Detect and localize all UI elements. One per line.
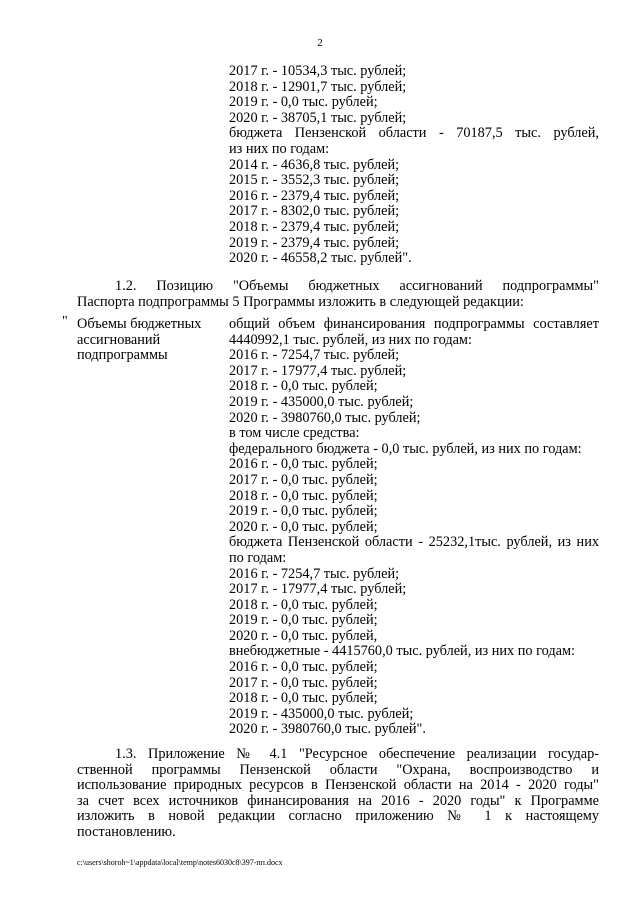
text-line: использование природных ресурсов в Пензенской области на 2014 - 2020 годы"	[77, 777, 599, 794]
text-line: из них по годам:	[229, 140, 330, 157]
text-line: 1.2. Позицию "Объемы бюджетных ассигнований подпрограммы"	[115, 278, 599, 294]
text-line: 2019 г. - 435000,0 тыс. рублей;	[229, 393, 414, 410]
text-line: бюджета Пензенской области - 70187,5 тыс. рублей,	[229, 125, 599, 142]
text-line: 2016 г. - 7254,7 тыс. рублей;	[229, 565, 400, 582]
text-line: 2017 г. - 0,0 тыс. рублей;	[229, 674, 378, 691]
text-line: 2018 г. - 0,0 тыс. рублей;	[229, 690, 378, 707]
text-line: 2016 г. - 7254,7 тыс. рублей;	[229, 347, 400, 364]
funding-position-label	[77, 317, 222, 364]
text-line: Объемы бюджетных	[77, 316, 202, 332]
text-line: 2016 г. - 2379,4 тыс. рублей;	[229, 187, 400, 204]
text-line: по годам:	[229, 549, 287, 566]
text-line: 2017 г. - 17977,4 тыс. рублей;	[229, 362, 407, 379]
text-line: 2016 г. - 0,0 тыс. рублей;	[229, 456, 378, 473]
text-line: 2017 г. - 0,0 тыс. рублей;	[229, 471, 378, 488]
text-line: 2020 г. - 3980760,0 тыс. рублей;	[229, 409, 421, 426]
text-line: бюджета Пензенской области - 25232,1тыс. рублей, из них	[229, 534, 599, 551]
text-line: 2015 г. - 3552,3 тыс. рублей;	[229, 172, 400, 189]
text-line: ассигнований	[77, 331, 161, 348]
text-line: 2020 г. - 46558,2 тыс. рублей".	[229, 250, 412, 267]
text-line: постановлению.	[77, 823, 176, 840]
text-line: федерального бюджета - 0,0 тыс. рублей, из них по годам:	[229, 440, 582, 457]
text-line: 2019 г. - 0,0 тыс. рублей;	[229, 94, 378, 111]
text-line: 2020 г. - 0,0 тыс. рублей,	[229, 627, 378, 644]
text-line: 2017 г. - 10534,3 тыс. рублей;	[229, 63, 407, 79]
text-line: 1.3. Приложение № 4.1 "Ресурсное обеспечение реализации государ-	[115, 746, 599, 762]
text-line: 2014 г. - 4636,8 тыс. рублей;	[229, 156, 400, 173]
text-line: 2020 г. - 0,0 тыс. рублей;	[229, 518, 378, 535]
file-path-footer: c:\users\shoroh~1\appdata\local\temp\notes6030c8\397-пп.docx	[77, 858, 283, 867]
text-line: подпрограммы	[77, 347, 168, 364]
funding-details-block	[229, 317, 599, 738]
text-line: 2018 г. - 0,0 тыс. рублей;	[229, 596, 378, 613]
text-line: в том числе средства:	[229, 425, 360, 442]
text-line: 4440992,1 тыс. рублей, из них по годам:	[229, 331, 472, 348]
text-line: общий объем финансирования подпрограммы составляет	[229, 316, 599, 332]
text-line: 2018 г. - 0,0 тыс. рублей;	[229, 487, 378, 504]
text-line: 2018 г. - 12901,7 тыс. рублей;	[229, 78, 407, 95]
text-line: изложить в новой редакции согласно приложению № 1 к настоящему	[77, 808, 599, 825]
text-line: за счет всех источников финансирования на 2016 - 2020 годы" к Программе	[77, 792, 599, 809]
paragraph-1-2	[77, 279, 599, 310]
text-line: 2019 г. - 0,0 тыс. рублей;	[229, 503, 378, 520]
text-line: 2020 г. - 3980760,0 тыс. рублей".	[229, 721, 426, 738]
text-line: 2019 г. - 2379,4 тыс. рублей;	[229, 234, 400, 251]
text-line: 2017 г. - 17977,4 тыс. рублей;	[229, 581, 407, 598]
text-line: 2019 г. - 435000,0 тыс. рублей;	[229, 705, 414, 722]
text-line: 2018 г. - 0,0 тыс. рублей;	[229, 378, 378, 395]
text-line: внебюджетные - 4415760,0 тыс. рублей, из них по годам:	[229, 643, 576, 660]
text-line: 2017 г. - 8302,0 тыс. рублей;	[229, 203, 400, 220]
text-line: ственной программы Пензенской области "Охрана, воспроизводство и	[77, 761, 599, 778]
text-line: 2019 г. - 0,0 тыс. рублей;	[229, 612, 378, 629]
open-quote-mark: "	[62, 314, 68, 329]
top-funding-block	[229, 64, 599, 267]
text-line: 2018 г. - 2379,4 тыс. рублей;	[229, 218, 400, 235]
text-line: 2016 г. - 0,0 тыс. рублей;	[229, 659, 378, 676]
text-line: 2020 г. - 38705,1 тыс. рублей;	[229, 109, 407, 126]
text-line: Паспорта подпрограммы 5 Программы изложить в следующей редакции:	[77, 293, 524, 310]
page-number: 2	[317, 37, 323, 49]
paragraph-1-3	[77, 747, 599, 841]
